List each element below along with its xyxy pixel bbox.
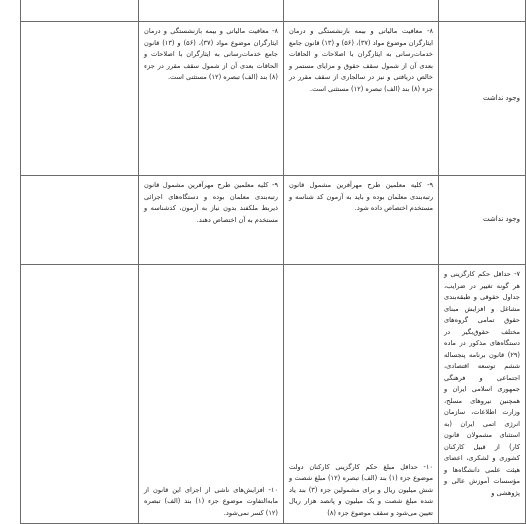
column-c-cell <box>21 265 139 524</box>
table-row <box>21 22 526 176</box>
column-b-cell: ۸- معافیت مالیاتی و بیمه بازنشستگی و درمان ایثارگران موضوع مواد (۳۷)، (۵۶) و (۱۳) قانون جامع خدمات‌رسانی به ایثارگران با اصلاحات و الحاقات بعدی آن از شمول سقف مقرر در جزء (۸) بند (الف) تبصره (۱۲) مستثنی است. <box>139 22 284 176</box>
column-a-cell <box>284 0 439 22</box>
column-b-cell <box>139 0 284 22</box>
column-a-cell: ۸- معافیت مالیاتی و بیمه بازنشستگی و درمان ایثارگران موضوع مواد (۳۷)، (۵۶) و (۱۳) قانون جامع خدمات‌رسانی به ایثارگران با اصلاحات و الحاقات بعدی آن از شمول سقف حقوق و مزایای مستمر و خالص دریافتی و نیز در سالجاری از سقف مقرر در جزء (۸) بند (الف) تبصره (۱۲) مستثنی است. <box>284 22 439 176</box>
table-row <box>21 0 526 22</box>
column-b-cell: ۱۰- افزایش‌های ناشی از اجرای این قانون از مابه‌التفاوت موضوع جزء (۱) بند (الف) تبصره (۱۲) کسر نمی‌شود. <box>139 265 284 524</box>
comparison-table <box>20 0 526 524</box>
column-a-cell: ۹- کلیه معلمین طرح مهرآفرین مشمول قانون رتبه‌بندی معلمان بوده و باید به آزمون کد شناسه و مستخدم اختصاص داده شود. <box>284 176 439 265</box>
row-label-cell <box>439 0 526 22</box>
column-a-cell: ۱۰- حداقل مبلغ حکم کارگزینی کارکنان دولت موضوع جزء (۱) بند (الف) تبصره (۱۲) مبلغ شصت و شش میلیون ریال و برای مشمولین جزء (۳) بند یاد شده مبلغ شصت و یک میلیون و پانصد هزار ریال تعیین می‌شود و سقف موضوع جزء (۸) <box>284 265 439 524</box>
column-b-cell: ۹- کلیه معلمین طرح مهرآفرین مشمول قانون رتبه‌بندی معلمان بوده و دستگاه‌های اجرائی ذیربط ملکفند بدون نیاز به آزمون، کدشناسه و مستخدم به آن اختصاص دهند. <box>139 176 284 265</box>
column-c-cell <box>21 0 139 22</box>
column-c-cell <box>21 176 139 265</box>
table-row <box>21 265 526 524</box>
column-c-cell <box>21 22 139 176</box>
row-label-cell: وجود نداشت <box>439 176 526 265</box>
row-label-cell: وجود نداشت <box>439 22 526 176</box>
table-row <box>21 176 526 265</box>
row-label-cell: ۷- حداقل حکم کارگزینی و هر گونه تغییر در ضرایب، جداول حقوقی و طبقه‌بندی مشاغل و افزایش مبنای حقوق تمامی گروه‌های مختلف حقوق‌بگیر در دستگاه‌های مذکور در ماده (۲۹) قانون برنامه پنجساله ششم توسعه اقتصادی، اجتماعی و فرهنگی جمهوری اسلامی ایران و همچنین نیروهای مسلح، وزارت اطلاعات، سازمان انرژی اتمی ایران (به استثنای مشمولان قانون کار) از قبیل کارکنان کشوری و لشکری، اعضای هیئت علمی دانشگاه‌ها و مؤسسات آموزش عالی و پژوهشی و <box>439 265 526 524</box>
